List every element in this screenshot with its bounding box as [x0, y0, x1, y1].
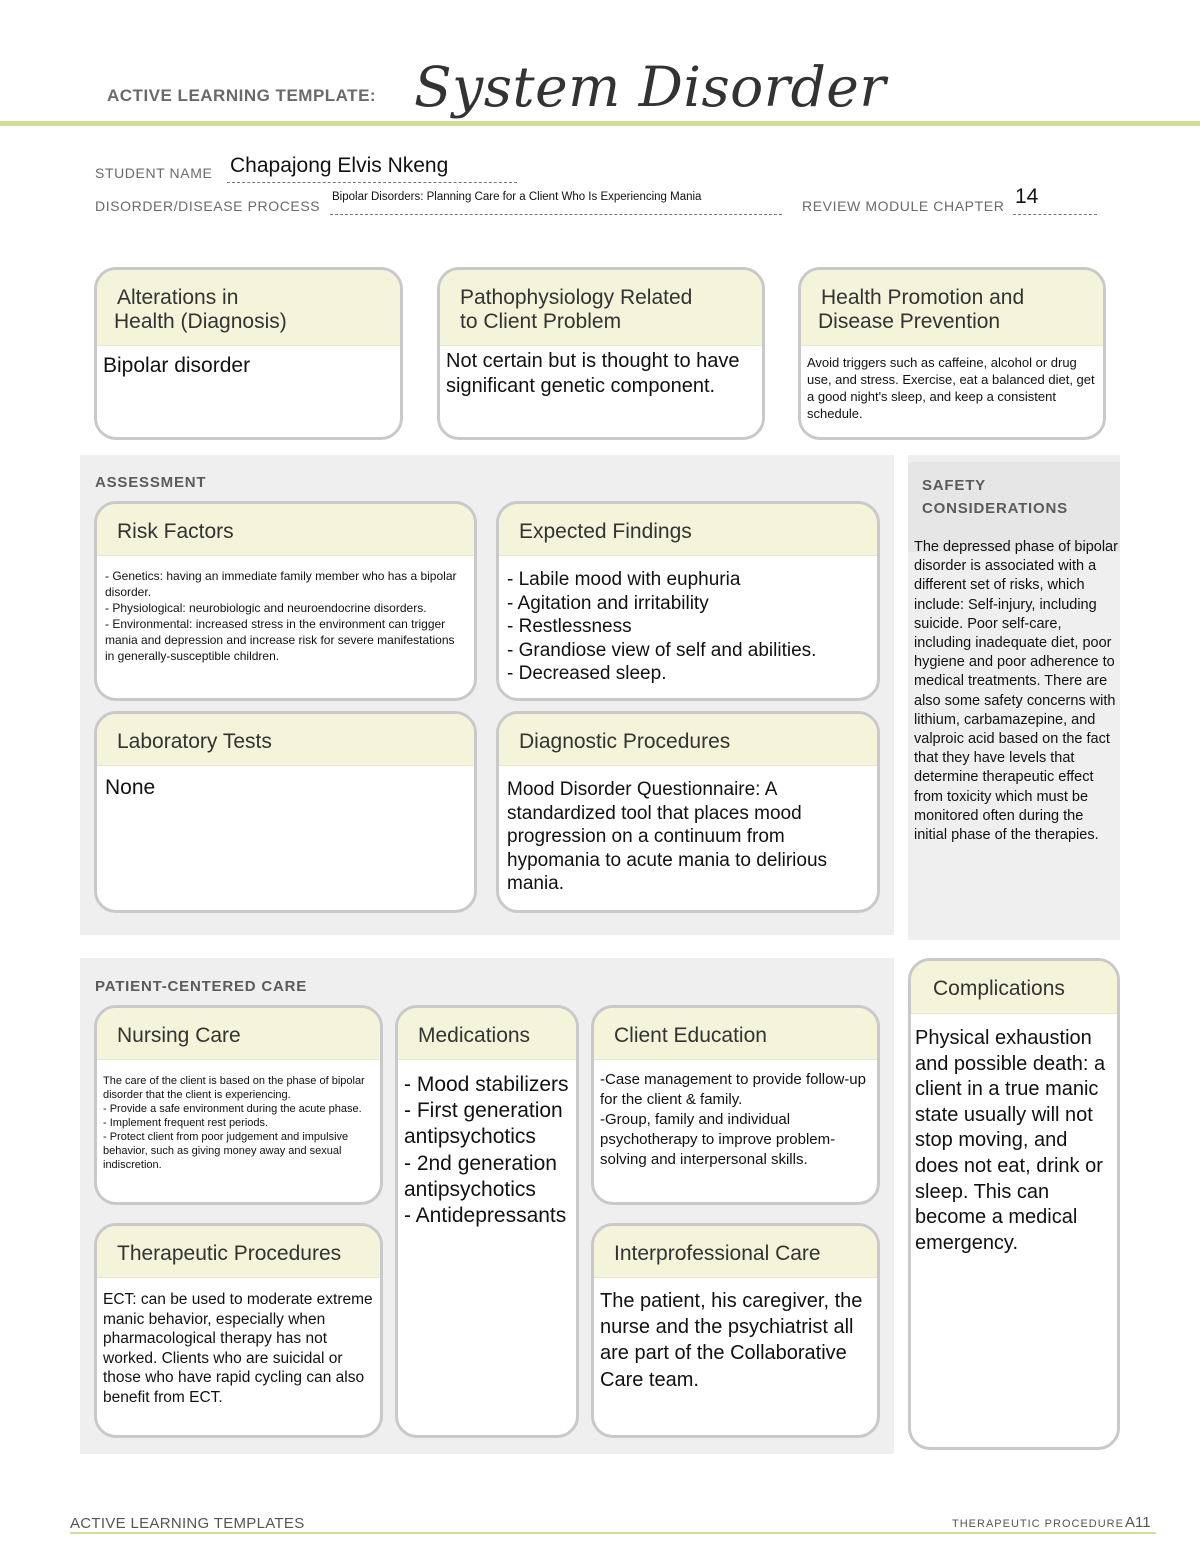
list-item: - Mood stabilizers [404, 1073, 569, 1096]
page-title: System Disorder [414, 55, 887, 119]
diagnostic-procedures-body: Mood Disorder Questionnaire: A standardized tool that places mood progression on a continuum from hypomania to acute mania to delirious mania. [507, 779, 828, 894]
template-label: ACTIVE LEARNING TEMPLATE: [107, 86, 377, 105]
list-item: - Decreased sleep. [507, 663, 667, 684]
expected-findings-header [499, 504, 877, 556]
health-promotion-title-line2: Disease Prevention [818, 310, 1001, 333]
complications-box [908, 958, 1120, 1450]
alterations-body: Bipolar disorder [103, 354, 251, 377]
nursing-care-list [97, 1060, 380, 1186]
risk-factors-title: Risk Factors [117, 520, 234, 543]
complications-title: Complications [933, 977, 1065, 1000]
laboratory-tests-title: Laboratory Tests [117, 730, 272, 753]
list-item: - Provide a safe environment during the acute phase. [103, 1103, 362, 1115]
student-name-value: Chapajong Elvis Nkeng [230, 154, 449, 177]
interprofessional-care-title: Interprofessional Care [614, 1242, 821, 1265]
diagnostic-procedures-box [496, 711, 880, 913]
pathophysiology-title-line2: to Client Problem [460, 310, 622, 333]
safety-title [922, 474, 1068, 520]
diagnostic-procedures-title: Diagnostic Procedures [519, 730, 731, 753]
medications-list [398, 1060, 576, 1241]
pathophysiology-body: Not certain but is thought to have significant genetic component. [446, 350, 740, 397]
interprofessional-care-box [591, 1223, 880, 1438]
chapter-label: REVIEW MODULE CHAPTER [802, 198, 1005, 214]
pathophysiology-title-line1: Pathophysiology Related [460, 286, 693, 309]
nursing-care-box [94, 1005, 383, 1205]
nursing-care-title: Nursing Care [117, 1024, 241, 1047]
list-item: - Physiological: neurobiologic and neuroendocrine disorders. [105, 601, 427, 615]
pathophysiology-header [440, 270, 762, 346]
therapeutic-procedures-title: Therapeutic Procedures [117, 1242, 342, 1265]
therapeutic-procedures-body: ECT: can be used to moderate extreme manic behavior, especially when pharmacological therapy has not worked. Clients who are suicidal or those who have rapid cycling can also benefit from ECT. [103, 1291, 373, 1406]
list-item: - Labile mood with euphuria [507, 569, 741, 590]
list-item: - Antidepressants [404, 1204, 567, 1228]
expected-findings-title: Expected Findings [519, 520, 692, 543]
client-education-title: Client Education [614, 1024, 767, 1047]
therapeutic-procedures-header [97, 1226, 380, 1278]
safety-title-line1: SAFETY [922, 477, 986, 494]
footer-right: THERAPEUTIC PROCEDURE [952, 1518, 1124, 1530]
chapter-value: 14 [1015, 185, 1039, 208]
list-item: - First generation antipsychotics [404, 1099, 563, 1149]
medications-title: Medications [418, 1024, 531, 1047]
client-education-header [594, 1008, 877, 1060]
safety-title-line2: CONSIDERATIONS [922, 500, 1068, 517]
health-promotion-box [798, 267, 1106, 440]
footer-divider [70, 1532, 1156, 1534]
nursing-care-header [97, 1008, 380, 1060]
interprofessional-care-header [594, 1226, 877, 1278]
health-promotion-body: Avoid triggers such as caffeine, alcohol or drug use, and stress. Exercise, eat a balanced diet, get a good night's sleep, and keep a consistent schedule. [807, 355, 1095, 421]
list-item: - Genetics: having an immediate family member who has a bipolar disorder. [105, 569, 457, 599]
pathophysiology-box [437, 267, 765, 440]
alterations-box [94, 267, 403, 440]
client-education-list [594, 1060, 877, 1180]
risk-factors-list [97, 556, 474, 676]
assessment-title: ASSESSMENT [95, 474, 207, 491]
patient-care-title: PATIENT-CENTERED CARE [95, 978, 308, 995]
list-item: The care of the client is based on the phase of bipolar disorder that the client is experiencing. [103, 1075, 365, 1101]
therapeutic-procedures-box [94, 1223, 383, 1438]
complications-header [911, 961, 1117, 1014]
alterations-title-line2: Health (Diagnosis) [114, 310, 287, 333]
medications-box [395, 1005, 579, 1438]
header-divider [0, 121, 1200, 126]
risk-factors-box [94, 501, 477, 701]
student-name-label: STUDENT NAME [95, 165, 213, 181]
client-education-box [591, 1005, 880, 1205]
alterations-header [97, 270, 400, 346]
health-promotion-header [801, 270, 1103, 346]
safety-body: The depressed phase of bipolar disorder is associated with a different set of risks, which include: Self-injury, including suicide. Poor self-care, including inadequate diet, poor hygiene and poor adherence to medical treatments. There are also some safety concerns with lithium, carbamazepine, and valproic acid based on the fact that they have levels that determine therapeutic effect from toxicity which must be monitored often during the initial phase of the therapies. [914, 539, 1118, 844]
footer-left: ACTIVE LEARNING TEMPLATES [70, 1515, 305, 1532]
list-item: - 2nd generation antipsychotics [404, 1151, 557, 1201]
disorder-value: Bipolar Disorders: Planning Care for a Client Who Is Experiencing Mania [332, 191, 702, 203]
health-promotion-title-line1: Health Promotion and [821, 286, 1025, 309]
interprofessional-care-body: The patient, his caregiver, the nurse and the psychiatrist all are part of the Collaborative Care team. [600, 1290, 863, 1391]
diagnostic-procedures-header [499, 714, 877, 766]
medications-header [398, 1008, 576, 1060]
disorder-label: DISORDER/DISEASE PROCESS [95, 198, 321, 214]
list-item: - Restlessness [507, 616, 632, 637]
list-item: - Protect client from poor judgement and impulsive behavior, such as giving money away and sexual indiscretion. [103, 1131, 349, 1171]
list-item: -Group, family and individual psychotherapy to improve problem-solving and interpersonal skills. [600, 1111, 836, 1168]
risk-factors-header [97, 504, 474, 556]
laboratory-tests-body: None [105, 776, 156, 799]
list-item: - Agitation and irritability [507, 592, 709, 614]
list-item: -Case management to provide follow-up for the client & family. [600, 1071, 866, 1108]
list-item: - Implement frequent rest periods. [103, 1117, 269, 1129]
expected-findings-list [499, 556, 877, 698]
page-number: A11 [1125, 1514, 1151, 1531]
expected-findings-box [496, 501, 880, 701]
laboratory-tests-header [97, 714, 474, 766]
alterations-title-line1: Alterations in [117, 286, 239, 309]
list-item: - Environmental: increased stress in the environment can trigger mania and depression and increase risk for severe manifestations in generally-susceptible children. [105, 617, 455, 663]
complications-body: Physical exhaustion and possible death: a client in a true manic state usually will not stop moving, and does not eat, drink or sleep. This can become a medical emergency. [915, 1027, 1106, 1254]
list-item: - Grandiose view of self and abilities. [507, 639, 817, 661]
laboratory-tests-box [94, 711, 477, 913]
